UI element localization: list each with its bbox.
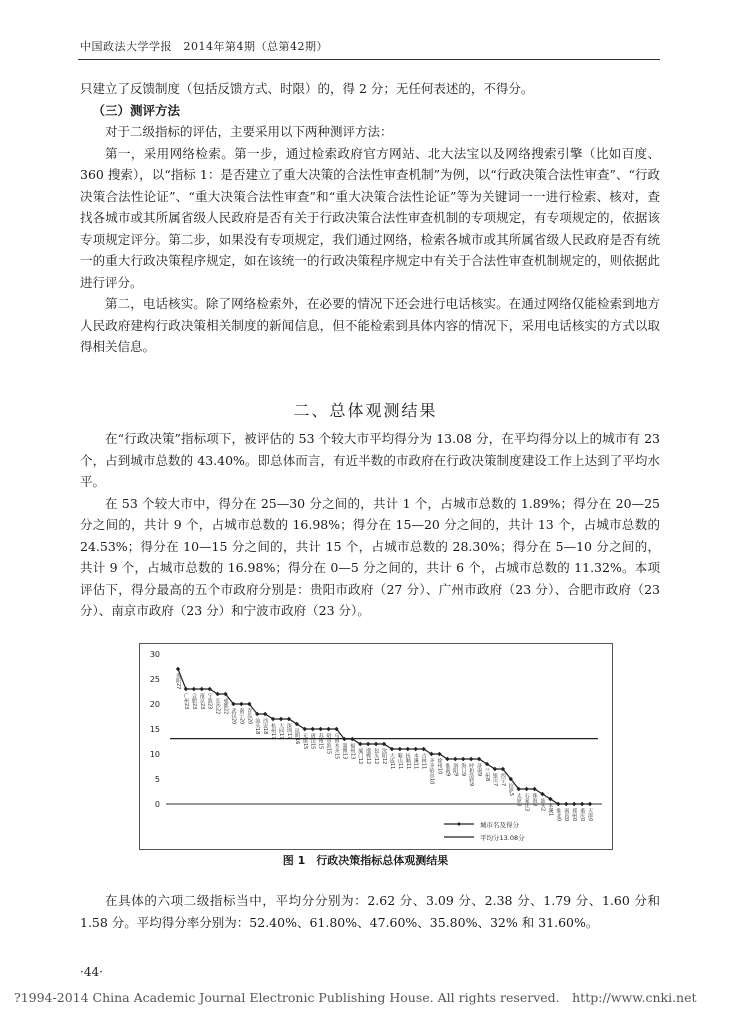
- y-tick-label: 10: [149, 750, 160, 759]
- data-point: [572, 802, 576, 806]
- point-label: 大连11: [388, 753, 395, 770]
- point-label: 南京23: [198, 693, 205, 710]
- point-label: 长沙22: [214, 698, 221, 715]
- point-label: 洛阳9: [452, 763, 459, 777]
- subsection-heading: （三）测评方法: [92, 102, 181, 118]
- paragraph: 第二，电话核实。除了网络检索外，在必要的情况下还会进行电话核实。在通过网络仅能检索到地方人民政府建构行政决策相关制度的新闻信息，但不能检索到具体内容的情况下，采用电话核实的方式以取得相关信息。: [80, 296, 660, 354]
- point-label: 郑州0: [571, 808, 578, 822]
- point-label: 西宁7: [499, 773, 506, 787]
- data-point: [192, 687, 196, 691]
- point-label: 呼和浩特9: [468, 763, 475, 787]
- point-label: 本溪1: [547, 803, 554, 817]
- point-label: 济南9: [476, 763, 483, 777]
- paragraph: 在 53 个较大市中，得分在 25—30 分之间的，共计 1 个，占城市总数的 1.89%；得分在 20—25 分之间的，共计 9 个，占城市总数的 16.98%；得分在 15—20 分之间的，共计 13 个，占城市总数的 24.53%；得分在 10—15 分之间的，共计 15 个，占城市总数的 28.30%；得分在 5—10 分之间的，共计 9 个，占城市总数的 16.98%；得分在 0—5 分之间的，共计 6 个，占城市总数的 11.32%。本项评估下，得分最高的五个市政府分别是：贵阳市政府（27 分）、广州市政府（23 分）、合肥市政府（23 分）、南京市政府（23 分）和宁波市政府（23 分）。: [80, 495, 660, 618]
- point-label: 哈尔滨15: [325, 733, 332, 755]
- point-label: 大同17: [278, 723, 284, 740]
- point-label: 拉萨5: [507, 783, 514, 797]
- point-label: 鞍山11: [396, 753, 403, 770]
- paragraph: 在“行政决策”指标项下，被评估的 53 个较大市平均得分为 13.08 分，在平均得分以上的城市有 23 个，占到城市总数的 43.40%。即总体而言，有近半数的市政府在行政决策制度建设工作上达到了平均水平。: [80, 431, 660, 489]
- copyright-footer: ?1994-2014 China Academic Journal Electronic Publishing House. All rights reserved. http://www.cnki.net: [14, 990, 697, 1005]
- point-label: 包头12: [373, 748, 380, 765]
- data-point: [279, 717, 283, 721]
- data-point: [413, 747, 417, 751]
- paragraph: 在具体的六项二级指标当中，平均分分别为：2.62 分、3.09 分、2.38 分、1.79 分、1.60 分和 1.58 分。平均得分率分别为：52.40%、61.80%、47.60%、35.80%、32% 和 31.60%。: [80, 893, 660, 930]
- data-point: [184, 687, 188, 691]
- figure-caption: 图 1 行政决策指标总体观测结果: [282, 854, 449, 867]
- data-point: [469, 757, 473, 761]
- page-number: ·44·: [80, 965, 103, 979]
- point-label: 淮南9: [444, 763, 451, 777]
- point-label: 宁波23: [206, 693, 213, 710]
- point-label: 南宁20: [238, 708, 245, 725]
- data-point: [200, 687, 204, 691]
- data-point: [374, 742, 378, 746]
- point-label: 汕头2: [539, 798, 546, 812]
- paragraph: 第一，采用网络检索。第一步，通过检索政府官方网站、北大法宝以及网络搜索引擎（比如百度、360 搜索），以“指标 1：是否建立了重大决策的合法性审查机制”为例，以“行政决策合法性审查”、“行政决策合法性论证”、“重大决策合法性审查”和“重大决策合法性论证”等为关键词一一进行检索、核对，查找各城市或其所属省级人民政府是否有关于行政决策合法性审查机制的专项规定，有专项规定的，依据该专项规定评分。第二步，如果没有专项规定，我们通过网络，检索各城市或其所属省级人民政府是否有统一的重大行政决策程序规定，如在该统一的行政决策程序规定中有关于合法性审查机制规定的，则依据此进行评分。: [80, 145, 660, 290]
- body-section-middle: [80, 428, 660, 622]
- data-point: [406, 747, 410, 751]
- y-tick-label: 20: [149, 700, 160, 709]
- point-label: 海口9: [460, 763, 467, 777]
- point-label: 广州23: [182, 693, 189, 710]
- data-point: [310, 727, 314, 731]
- point-label: 深圳17: [285, 723, 292, 740]
- point-label: 重庆0: [579, 808, 586, 822]
- point-label: 本溪11: [412, 753, 419, 770]
- data-point: [176, 667, 180, 671]
- point-label: 珠海3: [531, 793, 538, 807]
- point-label: 苏州15: [317, 733, 324, 750]
- point-label: 石家庄3: [523, 793, 530, 812]
- line-chart: [140, 644, 612, 849]
- point-label: 抚顺11: [404, 753, 411, 770]
- figure-chart: [139, 643, 613, 850]
- data-point: [453, 757, 457, 761]
- point-label: 银川7: [491, 773, 498, 787]
- point-label: 天津0: [587, 808, 593, 822]
- point-label: 无锡15: [301, 733, 308, 750]
- paragraph: 只建立了反馈制度（包括反馈方式、时限）的，得 2 分；无任何表述的，不得分。: [80, 81, 534, 96]
- point-label: 汕头18: [254, 718, 261, 735]
- body-section-bottom: [80, 890, 660, 933]
- point-label: 齐齐哈尔10: [428, 758, 435, 785]
- point-label: 杭州17: [270, 723, 277, 740]
- body-section-top: [80, 78, 660, 358]
- point-label: 昆明16: [293, 728, 300, 745]
- point-label: 厦门12: [357, 748, 364, 765]
- legend-label-average: 平均分13.08分: [480, 834, 525, 842]
- running-header: 中国政法大学学报 2014年第4期（总第42期）: [80, 40, 328, 53]
- data-point: [318, 727, 322, 731]
- point-label: 太原3: [515, 793, 522, 807]
- legend-marker: [457, 822, 461, 826]
- point-label: 淄博13: [341, 743, 348, 760]
- section-title: 二、总体观测结果: [293, 401, 438, 420]
- point-label: 沈阳12: [381, 748, 387, 765]
- data-point: [239, 702, 243, 706]
- data-point: [524, 787, 528, 791]
- point-label: 南昌0: [563, 808, 570, 822]
- data-point: [588, 802, 592, 806]
- point-label: 武汉20: [230, 708, 237, 725]
- y-tick-label: 25: [149, 675, 160, 684]
- data-point: [461, 757, 465, 761]
- point-label: 唐山15: [309, 733, 316, 750]
- point-label: 青岛20: [246, 708, 253, 725]
- y-tick-label: 30: [149, 650, 160, 659]
- point-label: 吉林11: [420, 753, 427, 770]
- point-label: 成都22: [222, 698, 229, 715]
- paragraph: 对于二级指标的评估，主要采用以下两种测评方法：: [105, 124, 393, 139]
- point-label: 徐州10: [436, 758, 443, 775]
- data-point: [564, 802, 568, 806]
- point-label: 兰州8: [484, 768, 490, 782]
- legend-label-series: 城市名及得分: [480, 821, 519, 829]
- data-point: [398, 747, 402, 751]
- header-rule: [78, 59, 660, 60]
- y-tick-label: 5: [154, 775, 160, 784]
- data-point: [366, 742, 370, 746]
- point-label: 邯郸12: [365, 748, 372, 765]
- point-label: 福州13: [349, 743, 356, 760]
- point-label: 西安18: [262, 718, 269, 735]
- point-label: 淮北0: [555, 808, 562, 822]
- point-label: 合肥23: [190, 693, 197, 710]
- data-point: [580, 802, 584, 806]
- y-tick-label: 0: [154, 800, 160, 809]
- point-label: 贵阳27: [175, 673, 181, 690]
- data-point: [326, 727, 330, 731]
- y-tick-label: 15: [149, 725, 160, 734]
- point-label: 乌鲁木齐15: [333, 733, 340, 760]
